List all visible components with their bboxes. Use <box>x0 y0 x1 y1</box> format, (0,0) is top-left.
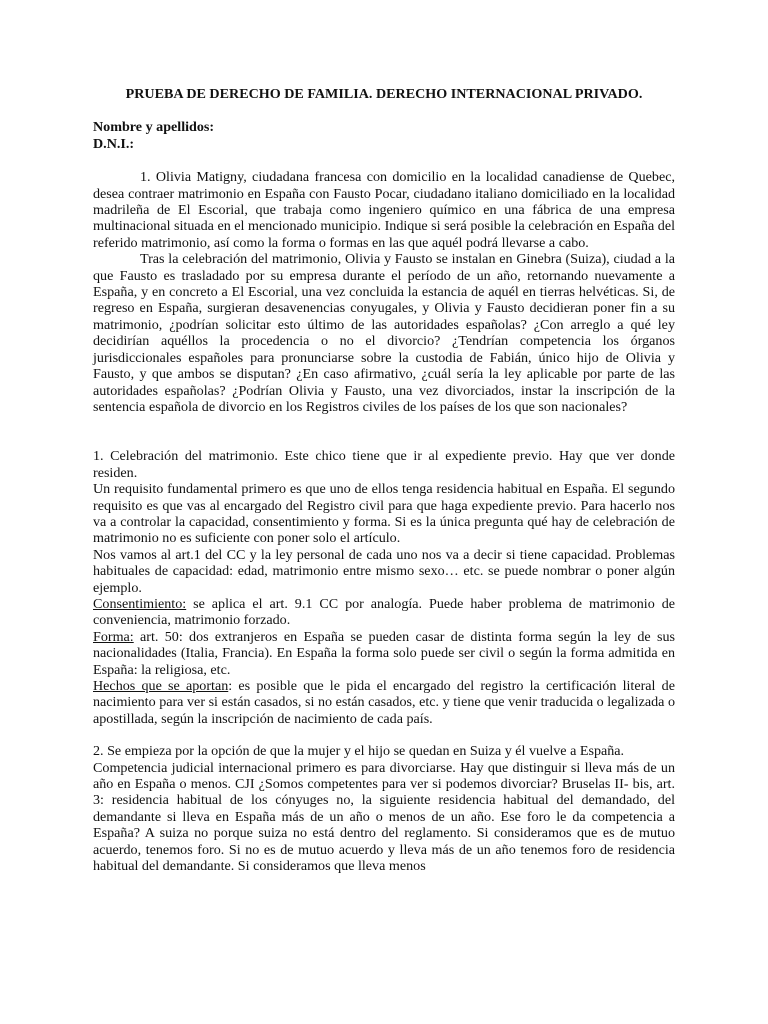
consent-text: se aplica el art. 9.1 CC por analogía. Puede haber problema de matrimonio de conveniencia, matrimonio forzado. <box>93 595 675 629</box>
answer-1-section <box>93 448 675 727</box>
answer-1-capacity: Nos vamos al art.1 del CC y la ley personal de cada uno nos va a decir si tiene capacidad. Problemas habituales de capacidad: edad, matrimonio entre mismo sexo… etc. se puede nombrar o poner algún ejemplo. <box>93 546 675 596</box>
consent-label: Consentimiento: <box>93 595 187 612</box>
dni-label: D.N.I.: <box>93 135 135 152</box>
answer-1-consent <box>93 596 675 629</box>
name-label: Nombre y apellidos: <box>93 119 215 136</box>
answer-2-heading: 2. Se empieza por la opción de que la mujer y el hijo se quedan en Suiza y él vuelve a España. <box>93 743 625 760</box>
question-2-paragraph: Tras la celebración del matrimonio, Olivia y Fausto se instalan en Ginebra (Suiza), ciudad a la que Fausto es trasladado por su empresa durante el período de un año, retornando nuevamente a España, y en concreto a El Escorial, una vez concluida la estancia de aquél en tierras helvéticas. Si, de regreso en España, surgieran desavenencias conyugales, y Olivia y Fausto decidieran poner fin a su matrimonio, ¿podrían solicitar esto último de las autoridades españolas? ¿Con arreglo a qué ley decidirían aquéllos la procedencia o no el divorcio? ¿Tendrían competencia los órganos jurisdiccionales españoles para pronunciarse sobre la custodia de Fabián, único hijo de Olivia y Fausto, y que ambos se disputan? ¿En caso afirmativo, ¿cuál sería la ley aplicable por parte de las autoridades españolas? ¿Podrían Olivia y Fausto, una vez divorciados, instar la inscripción de la sentencia española de divorcio en los Registros civiles de los países de los que son nacionales? <box>93 251 675 415</box>
facts-label: Hechos que se aportan <box>93 678 229 694</box>
document-body <box>93 86 675 874</box>
document-title: PRUEBA DE DERECHO DE FAMILIA. DERECHO INTERNACIONAL PRIVADO. <box>125 86 643 102</box>
answer-2-paragraph: Competencia judicial internacional primero es para divorciarse. Hay que distinguir si lleva más de un año en España o menos. CJI ¿Somos competentes para ver si podemos divorciar? Bruselas II- bis, art. 3: residencia habitual de los cónyuges no, la siguiente residencia habitual del demandado, del demandante si lleva en España más de un año o menos de un año. Ese foro le da competencia a España? A suiza no porque suiza no está dentro del reglamento. Si consideramos que es de mutuo acuerdo, tenemos foro. Si no es de mutuo acuerdo y lleva más de un año tenemos foro de residencia habitual del demandante. Si consideramos que lleva menos <box>93 759 675 875</box>
facts-text: : es posible que le pida el encargado del registro la certificación literal de nacimiento para ver si están casados, si no están casados, etc. y tiene que venir traducida o legalizada o apostillada, según la inscripción de nacimiento de cada país. <box>93 678 675 727</box>
form-label: Forma: <box>93 628 134 645</box>
answer-1-heading: 1. Celebración del matrimonio. Este chico tiene que ir al expediente previo. Hay que ver donde residen. <box>93 448 675 481</box>
spacer <box>93 152 675 169</box>
form-text: art. 50: dos extranjeros en España se pueden casar de distinta forma según la ley de sus nacionalidades (Italia, Francia). En España la forma solo puede ser civil o según la forma admitida en España: la religiosa, etc. <box>93 628 675 678</box>
answer-1-paragraph: Un requisito fundamental primero es que uno de ellos tenga residencia habitual en España. El segundo requisito es que vas al encargado del Registro civil para que haga expediente previo. Para hacerlo nos va a controlar la capacidad, consentimiento y forma. Si es la única pregunta qué hay de celebración de matrimonio no es suficiente con poner solo el artículo. <box>93 481 675 547</box>
question-1-paragraph: 1. Olivia Matigny, ciudadana francesa con domicilio en la localidad canadiense de Quebec, desea contraer matrimonio en España con Fausto Pocar, ciudadano italiano domiciliado en la localidad madrileña de El Escorial, que trabaja como ingeniero químico en una fábrica de una empresa multinacional situada en el mencionado municipio. Indique si será posible la celebración en España del referido matrimonio, así como la forma o formas en las que aquél podrá llevarse a cabo. <box>93 169 675 251</box>
answer-2-section <box>93 743 675 874</box>
answer-1-facts <box>93 678 675 727</box>
answer-1-form <box>93 629 675 678</box>
